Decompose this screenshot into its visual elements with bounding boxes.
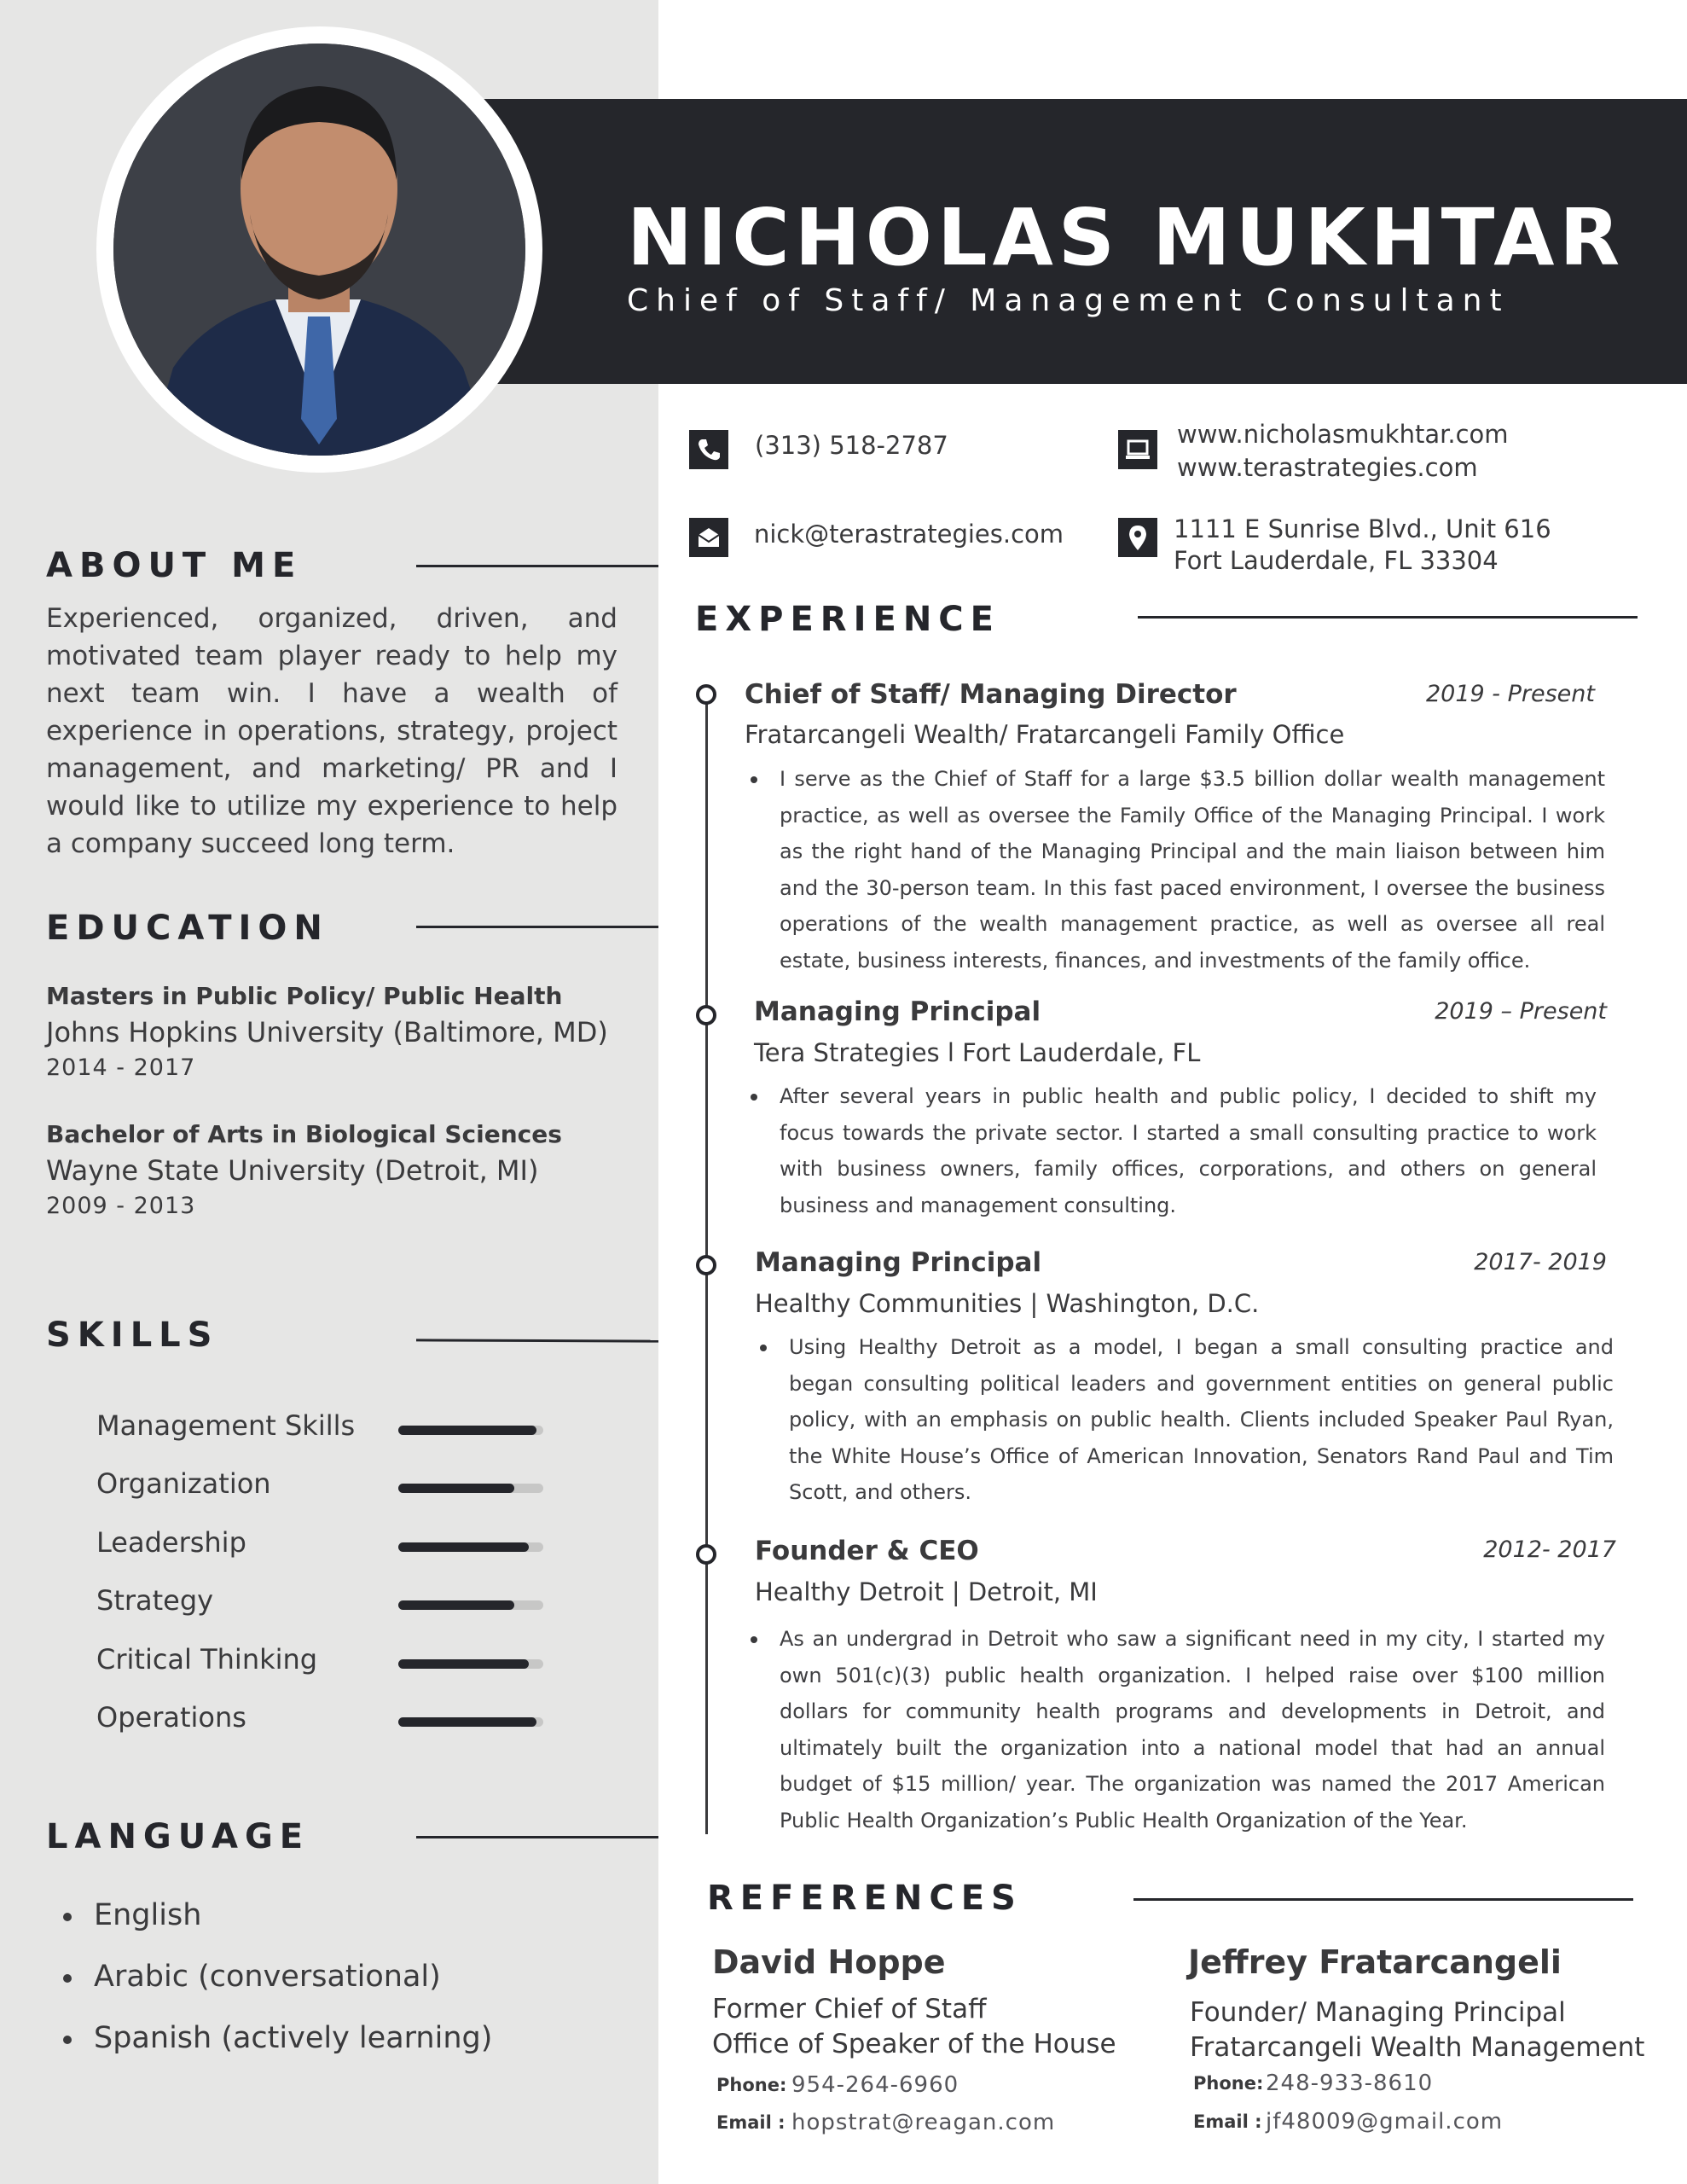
education-rule	[416, 926, 658, 928]
skill-bar-track	[398, 1426, 543, 1435]
experience-rule	[1138, 616, 1638, 619]
job-org: Healthy Communities | Washington, D.C.	[755, 1289, 1260, 1318]
skill-row	[96, 1467, 548, 1510]
about-text: Experienced, organized, driven, and motivated team player ready to help my next team win. I have a wealth of experience in operations, strategy, project management, and marketing/ PR and I would like to utilize my experience to help a company succeed long term.	[46, 603, 617, 859]
laptop-icon	[1118, 430, 1157, 469]
education-title: EDUCATION	[46, 909, 329, 948]
language-title: LANGUAGE	[46, 1817, 310, 1856]
job-description-text: Using Healthy Detroit as a model, I began a small consulting practice and began consulting political leaders and government entities on general public policy, with an emphasis on public health. Clients included Speaker Paul Ryan, the White House’s Office of American Innovation, Senators Rand Paul and Tim Scott, and others.	[789, 1335, 1614, 1504]
skill-bar-fill	[398, 1484, 514, 1493]
skill-bar-track	[398, 1659, 543, 1669]
location-pin-icon	[1118, 518, 1157, 557]
references-title: REFERENCES	[707, 1879, 1023, 1918]
job-title: Founder & CEO	[755, 1536, 979, 1566]
skill-row	[96, 1701, 548, 1744]
reference-phone-label: Phone:	[716, 2075, 787, 2095]
experience-title: EXPERIENCE	[695, 600, 1000, 639]
reference-email-label: Email :	[1193, 2111, 1262, 2132]
job-org: Healthy Detroit | Detroit, MI	[755, 1577, 1098, 1606]
about-title: ABOUT ME	[46, 546, 303, 585]
skill-row	[96, 1584, 548, 1627]
about-rule	[416, 565, 658, 567]
job-dates: 2012- 2017	[1483, 1536, 1616, 1563]
education-degree: Bachelor of Arts in Biological Sciences	[46, 1120, 562, 1148]
education-years: 2014 - 2017	[46, 1054, 196, 1081]
candidate-role: Chief of Staff/ Management Consultant	[627, 283, 1510, 318]
phone-text: (313) 518-2787	[755, 431, 948, 460]
skill-label: Management Skills	[96, 1409, 356, 1442]
reference-name: Jeffrey Fratarcangeli	[1188, 1943, 1562, 1981]
job-description-text: I serve as the Chief of Staff for a large $3.5 billion dollar wealth management practice, as well as oversee the Family Office of the Managing Principal. I work as the right hand of the Managing Principal and the main liaison between him and the 30-person team. In this fast paced environment, I oversee the business operations of the wealth management practice, as well as oversee all real estate, business interests, finances, and investments of the family office.	[780, 767, 1605, 973]
skill-bar-fill	[398, 1659, 529, 1669]
skill-bar-fill	[398, 1600, 514, 1610]
language-item: Spanish (actively learning)	[46, 2013, 492, 2074]
education-degree: Masters in Public Policy/ Public Health	[46, 982, 563, 1010]
reference-org: Office of Speaker of the House	[712, 2029, 1116, 2059]
phone-icon	[689, 430, 728, 469]
skill-row	[96, 1526, 548, 1569]
website-1: www.nicholasmukhtar.com	[1177, 420, 1509, 449]
skill-row	[96, 1643, 548, 1686]
language-item: Arabic (conversational)	[46, 1951, 492, 2013]
candidate-name: NICHOLAS MUKHTAR	[627, 192, 1626, 283]
job-title: Managing Principal	[754, 996, 1041, 1027]
address-line-1: 1111 E Sunrise Blvd., Unit 616	[1174, 514, 1551, 543]
bullet-dot	[760, 1345, 767, 1351]
language-list	[46, 1890, 492, 2074]
skill-label: Operations	[96, 1701, 246, 1734]
skill-bar-track	[398, 1542, 543, 1552]
reference-title: Founder/ Managing Principal	[1190, 1997, 1566, 2028]
address-line-2: Fort Lauderdale, FL 33304	[1174, 546, 1499, 575]
timeline-dot	[696, 1255, 716, 1275]
skill-label: Organization	[96, 1467, 271, 1500]
bullet-dot	[751, 1636, 757, 1643]
skill-bar-fill	[398, 1426, 536, 1435]
skill-bar-fill	[398, 1542, 529, 1552]
job-dates: 2019 - Present	[1426, 681, 1595, 707]
reference-org: Fratarcangeli Wealth Management	[1190, 2032, 1645, 2063]
job-dates: 2017- 2019	[1474, 1249, 1607, 1275]
profile-photo	[113, 44, 525, 456]
job-title: Managing Principal	[755, 1247, 1042, 1278]
references-rule	[1133, 1898, 1633, 1901]
education-school: Wayne State University (Detroit, MI)	[46, 1154, 539, 1187]
reference-phone: 248-933-8610	[1266, 2071, 1434, 2096]
job-org: Tera Strategies l Fort Lauderdale, FL	[754, 1038, 1201, 1067]
reference-email[interactable]: jf48009@gmail.com	[1266, 2109, 1504, 2135]
mail-icon	[689, 518, 728, 557]
skill-bar-track	[398, 1484, 543, 1493]
skill-bar-track	[398, 1717, 543, 1727]
job-description	[789, 1329, 1614, 1511]
timeline-dot	[696, 684, 716, 705]
job-description	[780, 1078, 1597, 1223]
job-description	[780, 1621, 1605, 1838]
skill-label: Critical Thinking	[96, 1643, 318, 1676]
job-title: Chief of Staff/ Managing Director	[745, 679, 1237, 710]
language-rule	[416, 1836, 658, 1838]
language-item: English	[46, 1890, 492, 1951]
timeline-dot	[696, 1005, 716, 1025]
email-text: nick@terastrategies.com	[754, 520, 1064, 549]
skill-label: Leadership	[96, 1526, 246, 1559]
reference-name: David Hoppe	[712, 1943, 946, 1981]
skills-title: SKILLS	[46, 1316, 219, 1355]
job-description-text: After several years in public health and public policy, I decided to shift my focus towards the private sector. I started a small consulting practice to work with business owners, family offices, corporations, and others on general business and management consulting.	[780, 1084, 1597, 1217]
reference-email-label: Email :	[716, 2112, 786, 2133]
job-dates: 2019 – Present	[1435, 998, 1607, 1025]
education-years: 2009 - 2013	[46, 1193, 196, 1219]
bullet-dot	[751, 1094, 757, 1101]
job-description-text: As an undergrad in Detroit who saw a significant need in my city, I started my own 501(c)(3) public health organization. I helped raise over $100 million dollars for community health programs and developments in Detroit, and ultimately built the organization into a national model that had an annual budget of $15 million/ year. The organization was named the 2017 American Public Health Organization’s Public Health Organization of the Year.	[780, 1627, 1605, 1833]
skill-bar-track	[398, 1600, 543, 1610]
website-2: www.terastrategies.com	[1177, 453, 1478, 482]
job-org: Fratarcangeli Wealth/ Fratarcangeli Family Office	[745, 720, 1345, 749]
job-description	[780, 761, 1605, 979]
education-school: Johns Hopkins University (Baltimore, MD)	[46, 1016, 608, 1048]
reference-phone: 954-264-6960	[791, 2072, 959, 2098]
bullet-dot	[751, 776, 757, 783]
reference-title: Former Chief of Staff	[712, 1994, 987, 2024]
reference-phone-label: Phone:	[1193, 2073, 1264, 2094]
reference-email[interactable]: hopstrat@reagan.com	[791, 2110, 1056, 2135]
timeline-dot	[696, 1544, 716, 1565]
skill-label: Strategy	[96, 1584, 214, 1617]
skill-row	[96, 1409, 548, 1452]
skill-bar-fill	[398, 1717, 536, 1727]
